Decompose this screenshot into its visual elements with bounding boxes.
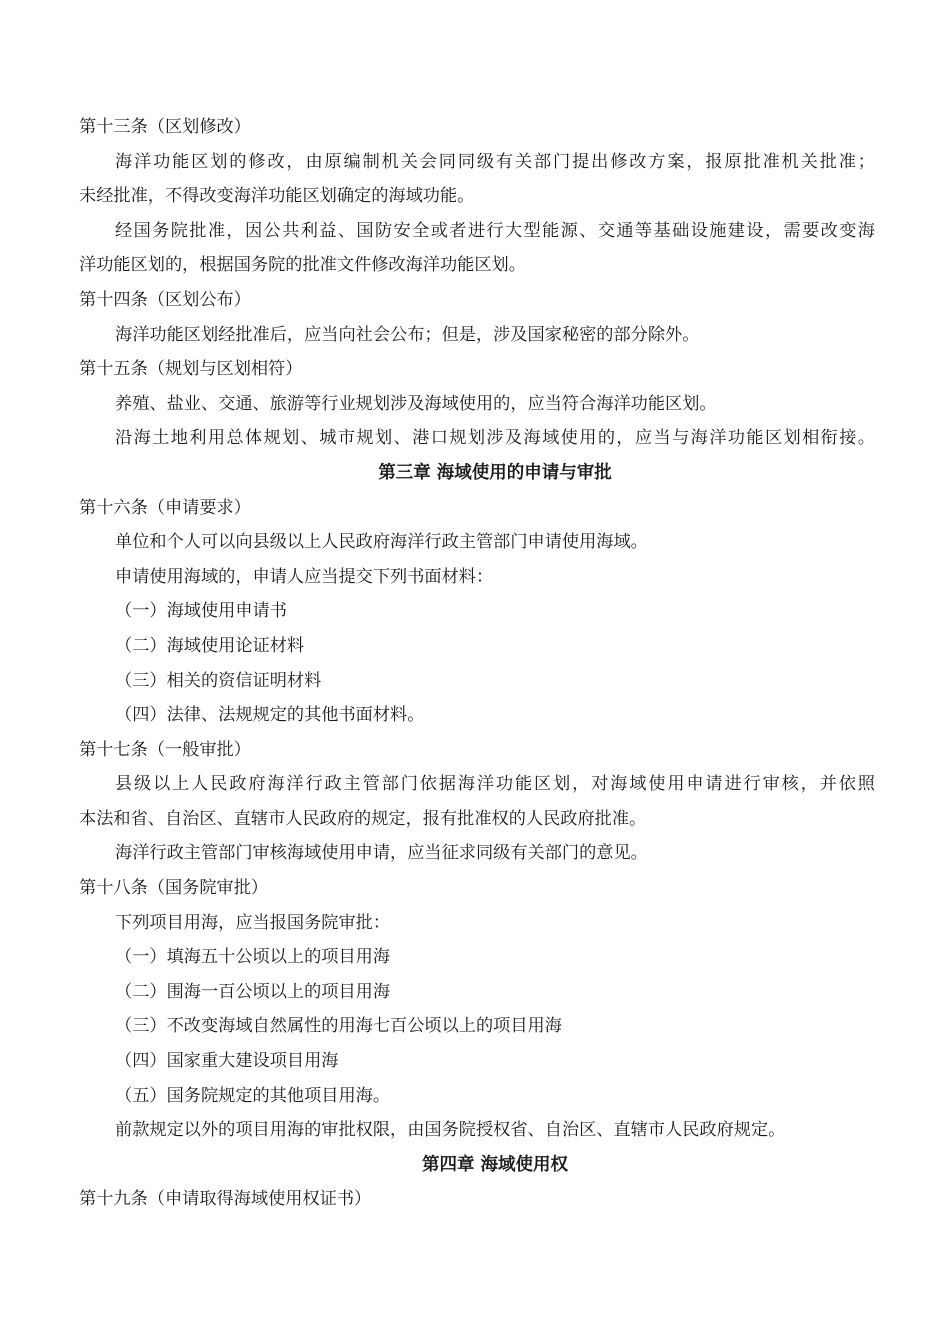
paragraph-line: 未经批准，不得改变海洋功能区划确定的海域功能。 bbox=[79, 186, 475, 207]
paragraph-line: 养殖、盐业、交通、旅游等行业规划涉及海域使用的，应当符合海洋功能区划。 bbox=[115, 393, 717, 414]
paragraph-line: 洋功能区划的，根据国务院的批准文件修改海洋功能区划。 bbox=[79, 255, 526, 276]
article-heading: 第十六条（申请要求） bbox=[79, 497, 251, 518]
article-heading: 第十五条（规划与区划相符） bbox=[79, 359, 303, 380]
paragraph-line: 海洋功能区划的修改，由原编制机关会同同级有关部门提出修改方案，报原批准机关批准； bbox=[115, 151, 875, 172]
list-item: （三）相关的资信证明材料 bbox=[115, 670, 322, 691]
paragraph-line: 前款规定以外的项目用海的审批权限，由国务院授权省、自治区、直辖市人民政府规定。 bbox=[115, 1120, 786, 1141]
paragraph-line: 县级以上人民政府海洋行政主管部门依据海洋功能区划，对海域使用申请进行审核，并依照 bbox=[115, 774, 875, 795]
paragraph-line: 沿海土地利用总体规划、城市规划、港口规划涉及海域使用的，应当与海洋功能区划相衔接。 bbox=[115, 428, 875, 449]
list-item: （四）国家重大建设项目用海 bbox=[115, 1051, 339, 1072]
paragraph-line: 经国务院批准，因公共利益、国防安全或者进行大型能源、交通等基础设施建设，需要改变海 bbox=[115, 220, 875, 241]
chapter-heading: 第四章 海域使用权 bbox=[421, 1154, 569, 1175]
list-item: （五）国务院规定的其他项目用海。 bbox=[115, 1085, 391, 1106]
list-item: （二）围海一百公顷以上的项目用海 bbox=[115, 981, 391, 1002]
article-heading: 第十九条（申请取得海域使用权证书） bbox=[79, 1189, 372, 1210]
article-heading: 第十三条（区划修改） bbox=[79, 117, 251, 137]
article-heading: 第十八条（国务院审批） bbox=[79, 878, 269, 899]
list-item: （一）海域使用申请书 bbox=[115, 601, 287, 622]
document-body bbox=[79, 110, 875, 1217]
article-heading: 第十七条（一般审批） bbox=[79, 739, 251, 760]
list-item: （一）填海五十公顷以上的项目用海 bbox=[115, 947, 391, 968]
chapter-heading: 第三章 海域使用的申请与审批 bbox=[378, 462, 612, 483]
paragraph-line: 海洋功能区划经批准后，应当向社会公布；但是，涉及国家秘密的部分除外。 bbox=[115, 324, 700, 345]
paragraph-line: 本法和省、自治区、直辖市人民政府的规定，报有批准权的人民政府批准。 bbox=[79, 808, 647, 829]
paragraph-line: 申请使用海域的，申请人应当提交下列书面材料： bbox=[115, 566, 494, 587]
list-item: （二）海域使用论证材料 bbox=[115, 635, 305, 656]
article-heading: 第十四条（区划公布） bbox=[79, 289, 251, 310]
list-item: （三）不改变海域自然属性的用海七百公顷以上的项目用海 bbox=[115, 1016, 562, 1037]
list-item: （四）法律、法规规定的其他书面材料。 bbox=[115, 705, 425, 726]
paragraph-line: 单位和个人可以向县级以上人民政府海洋行政主管部门申请使用海域。 bbox=[115, 532, 648, 553]
paragraph-line: 下列项目用海，应当报国务院审批： bbox=[115, 912, 391, 933]
paragraph-line: 海洋行政主管部门审核海域使用申请，应当征求同级有关部门的意见。 bbox=[115, 843, 648, 864]
